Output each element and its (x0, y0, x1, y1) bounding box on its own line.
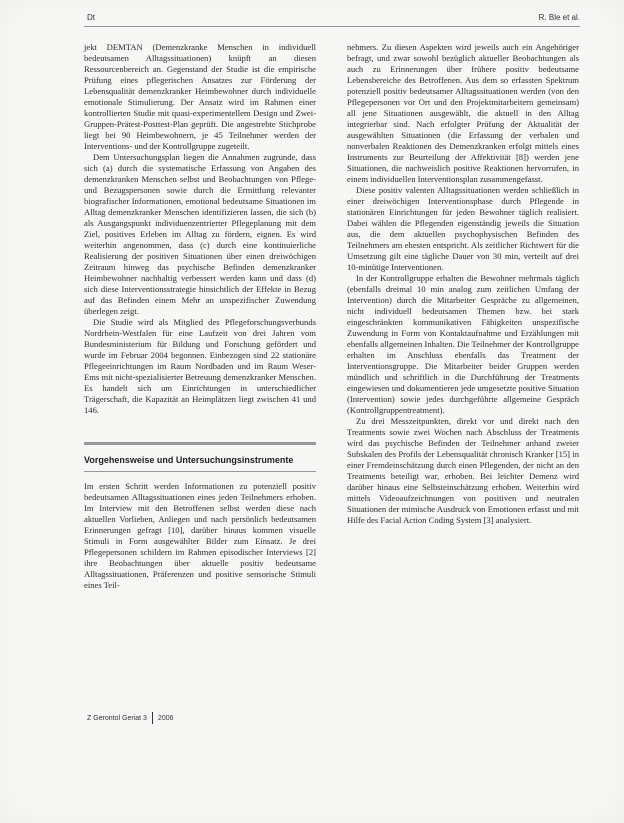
footer-journal: Z Gerontol Geriat 3 (87, 714, 147, 722)
footer-year: 2006 (157, 714, 174, 722)
paragraph-funding: Die Studie wird als Mitglied des Pflegeforschungsverbunds Nordrhein-Westfalen für eine Laufzeit von drei Jahren vom Bundesministerium für Bildung und Forschung gefördert und wurde im Februar 2004 begonnen. Einbezogen sind 22 stationäre Pflegeeinrichtungen im Raum Nordbaden und im Raum Weser-Ems mit nicht-spezialisierter Betreuung demenzkranker Menschen. Es handelt sich um Einrichtungen in unterschiedlicher Trägerschaft, die Kapazität an Heimplätzen liegt zwischen 41 und 146. (84, 317, 316, 415)
footer-separator (152, 712, 153, 724)
section-rule-thin (84, 471, 316, 472)
page-footer (87, 712, 174, 724)
running-head-right: R. Ble et al. (538, 13, 580, 22)
running-head-left: Dt (87, 13, 95, 22)
section-rule-thick (84, 442, 316, 445)
paragraph-assumptions: Dem Untersuchungsplan liegen die Annahmen zugrunde, dass sich (a) durch die systematische Erfassung von Angaben des demenzkranken Menschen selbst und Beobachtungen von Pflege- und Bezugspersonen sowie durch die Ermittlung relevanter biografischer Informationen, emotional bedeutsame Situationen im Alltag demenzkranker Menschen identifizieren lassen, die sich (b) als Ausgangspunkt individuenzentrierter Pflegeplanung mit dem Ziel, positives Erleben im Alltag zu fördern, eignen. Es wird weiterhin angenommen, dass (c) durch eine kontinuierliche Realisierung der positiven Situationen über einen dreiwöchigen Zeitraum hinweg das psychische Befinden demenzkranker Heimbewohner nachhaltig verbessert werden kann und dass (d) sich diese Interventionsstrategie hinsichtlich der Effekte in Bezug auf das Befinden einem Mehr an unspezifischer Zuwendung überlegen zeigt. (84, 152, 316, 316)
right-column (347, 42, 579, 526)
section-heading: Vorgehensweise und Untersuchungsinstrumente (84, 455, 294, 465)
header-rule (84, 26, 580, 27)
paragraph-method-first-step: Im ersten Schritt werden Informationen zu potenziell positiv bedeutsamen Alltagssituationen eines jeden Teilnehmers erhoben. Im Interview mit den Betroffenen selbst werden diese nach aktuellen Vorlieben, Anliegen und nach persönlich bedeutsamen Erinnerungen gefragt [10], darüber hinaus kommen visuelle Stimuli in Form ausgewählter Bilder zum Einsatz. Je drei Pflegepersonen schildern im Rahmen episodischer Interviews [2] ihre Beobachtungen über aktuelle positiv bedeutsame Alltagssituationen, Präferenzen und positive sensorische Stimuli eines Teil- (84, 481, 316, 590)
paragraph-control-group: In der Kontrollgruppe erhalten die Bewohner mehrmals täglich (ebenfalls dreimal 10 min analog zum zeitlichen Umfang der Intervention) durch die Mitarbeiter Gespräche zu allgemeinen, nicht individuell bedeutsamen Themen bzw. bei stark eingeschränkten kommunikativen Fähigkeiten unspezifische Zuwendung in Form von Kontaktaufnahme und Erzählungen mit ebenfalls allgemeinen Inhalten. Die Teilnehmer der Kontrollgruppe erhalten im Anschluss ebenfalls das Treatment der Interventionsgruppe. Die Mitarbeiter beider Gruppen werden mündlich und schriftlich in die Durchführung der Treatments eingewiesen und dokumentieren jede umgesetzte positive Situation (Intervention) sowie jedes durchgeführte allgemeine Gespräch (Kontrollgruppentreatment). (347, 273, 579, 415)
left-column (84, 42, 316, 591)
paragraph-project-intro: jekt DEMTAN (Demenzkranke Menschen in individuell bedeutsamen Alltagssituationen) knüpft an diesen Ressourcenbereich an. Gegenstand der Studie ist die empirische Prüfung eines pflegerischen Ansatzes zur Förderung der Lebensqualität demenzkranker Heimbewohner durch individuelle emotionale Stimulierung. Der Ansatz wird im Rahmen einer kontrollierten Studie mit quasi-experimentellem Design und Zwei-Gruppen-Prätest-Posttest-Plan geprüft. Die angestrebte Stichprobe liegt bei 90 Heimbewohnern, je 45 Teilnehmer werden der Interventions- und der Kontrollgruppe zugeteilt. (84, 42, 316, 151)
paragraph-relatives-interview: nehmers. Zu diesen Aspekten wird jeweils auch ein Angehöriger befragt, und zwar sowohl bezüglich aktueller Beobachtungen als auch zu Erinnerungen über frühere positiv bedeutsame Lebensbereiche des Betroffenen. Aus dem so erfassten Spektrum potenziell positiv bedeutsamer Alltagssituationen werden (von den Pflegepersonen vor Ort und den Projektmitarbeitern gemeinsam) all jene Situationen ausgewählt, die aktuell in den Alltag integrierbar sind. Nach erfolgter Prüfung der Aktualität der ausgewählten Situationen (die Erfassung der verbalen und nonverbalen Reaktionen des Demenzkranken erfolgt mittels eines Instruments zur Beurteilung der Affektivität [8]) werden jene Situationen, die nachweislich positive Reaktionen hervorrufen, in einem individuellen Interventionsplan zusammengefasst. (347, 42, 579, 184)
paragraph-measurements: Zu drei Messzeitpunkten, direkt vor und direkt nach den Treatments sowie zwei Wochen nach Abschluss der Treatments wird das psychische Befinden der Teilnehmer anhand zweier Subskalen des Profils der Lebensqualität chronisch Kranker [15] in einer Fremdeinschätzung durch einen Pflegenden, der nicht an den Treatments beteiligt war, erhoben. Bei leichter Demenz wird darüber hinaus eine Selbsteinschätzung erhoben. Weiterhin wird mittels Videoaufzeichnungen von positiven und neutralen Situationen der mimische Ausdruck von Emotionen erfasst und mit Hilfe des Facial Action Coding System [3] analysiert. (347, 416, 579, 525)
paragraph-intervention-phase: Diese positiv valenten Alltagssituationen werden schließlich in einer dreiwöchigen Interventionsphase durch Pflegende in stationären Einrichtungen für jeden Bewohner täglich realisiert. Dabei wählen die Pflegenden eigenständig jeweils die Situation aus, die dem aktuellen psychophysischen Befinden des Teilnehmers am ehesten entspricht. Als zeitlicher Richtwert für die Umsetzung gilt eine tägliche Dauer von 30 min, verteilt auf drei 10-minütige Interventionen. (347, 185, 579, 272)
